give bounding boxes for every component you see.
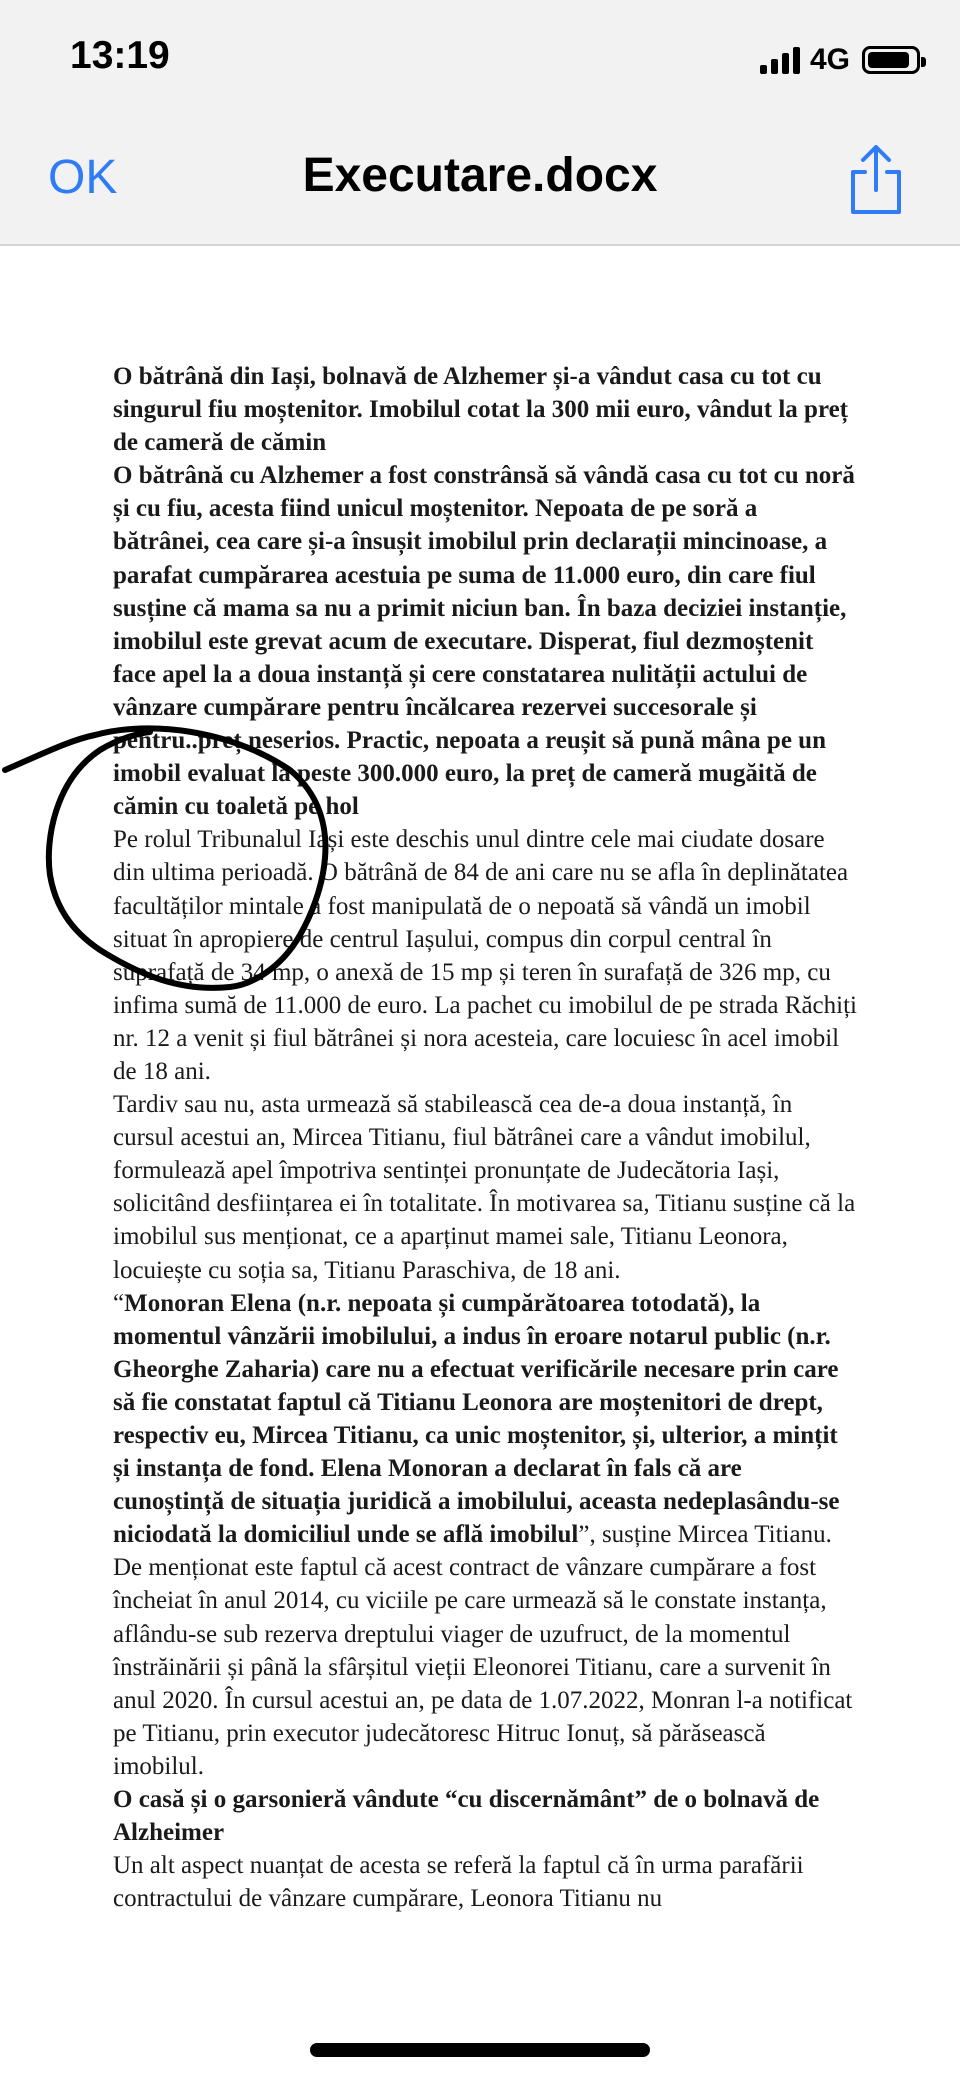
home-indicator[interactable] (310, 2043, 650, 2057)
status-time: 13:19 (70, 34, 170, 77)
navigation-bar (0, 120, 960, 246)
status-indicators (760, 42, 920, 78)
quote-open: “ (113, 1289, 125, 1317)
paragraph-2: O bătrână cu Alzhemer a fost constrânsă să vândă casa cu tot cu noră și cu fiu, acesta fiind unicul moștenitor. Nepoata de pe soră a bătrânei, cea care și-a însușit imobilul prin declarații mincinoase, a parafat cumpărarea acestuia pe suma de 11.000 euro, din care fiul susține că mama sa nu a primit niciun ban. În baza deciziei instanție, imobilul este grevat acum de executare. Disperat, fiul dezmoștenit face apel la a doua instanță și cere constatarea nulității actului de vânzare cumpărare pentru încălcarea rezervei succesorale și pentru..preț neserios. Practic, nepoata a reușit să pună mâna pe un imobil evaluat la peste 300.000 euro, la preț de cameră mugăită de cămin cu toaletă pe hol (113, 462, 855, 821)
battery-cap (921, 57, 926, 67)
paragraph-1: O bătrână din Iași, bolnavă de Alzhemer și-a vândut casa cu tot cu singurul fiu moștenitor. Imobilul cotat la 300 mii euro, vândut la preț de cameră de cămin (113, 363, 849, 457)
battery-icon (862, 46, 920, 74)
battery-fill (868, 52, 909, 68)
network-type: 4G (809, 43, 850, 76)
quote-tail: ”, susține Mircea Titianu. (578, 1521, 832, 1549)
quote-paragraph (113, 1287, 858, 1552)
quote-bold-text: Monoran Elena (n.r. nepoata și cumpărătoarea totodată), la momentul vânzării imobilului, a indus în eroare notarul public (n.r. Gheorghe Zaharia) care nu a efectuat verificările necesare prin care să fie constatat faptul că Titianu Leonora are moștenitori de drept, respectiv eu, Mircea Titianu, ca unic moștenitor, și, ulterior, a mințit și instanța de fond. Elena Monoran a declarat în fals că are cunoștință de situația juridică a imobilului, aceasta nedeplasându-se niciodată la domiciliul unde se află imobilul (113, 1289, 840, 1549)
ok-button[interactable]: OK (48, 151, 118, 204)
paragraph-3: Pe rolul Tribunalul Iași este deschis unul dintre cele mai ciudate dosare din ultima perioadă. O bătrână de 84 de ani care nu se afla în deplinătatea facultăților mintale a fost manipulată de o nepoată să vândă un imobil situat în apropiere de centrul Iașului, compus din corpul central în suprafață de 34 mp, o anexă de 15 mp și teren în surafață de 326 mp, cu infima sumă de 11.000 de euro. La pachet cu imobilul de pe strada Răchiți nr. 12 a venit și fiul bătrânei și nora acesteia, care locuiesc în acel imobil de 18 ani. (113, 826, 857, 1085)
share-icon[interactable] (845, 142, 907, 218)
subheading: O casă și o garsonieră vândute “cu discernământ” de o bolnavă de Alzheimer (113, 1786, 820, 1847)
signal-icon (760, 46, 800, 74)
paragraph-6: Un alt aspect nuanțat de acesta se referă la faptul că în urma parafării contractului de vânzare cumpărare, Leonora Titianu nu (113, 1852, 804, 1913)
paragraph-4: Tardiv sau nu, asta urmează să stabilească cea de-a doua instanță, în cursul acestui an, Mircea Titianu, fiul bătrânei care a vândut imobilul, formulează apel împotriva sentinței pronunțate de Judecătoria Iași, solicitând desființarea ei în totalitate. În motivarea sa, Titianu susține că la imobilul sus menționat, ce a aparținut mamei sale, Titianu Leonora, locuiește cu soția sa, Titianu Paraschiva, de 18 ani. (113, 1091, 856, 1284)
status-bar (0, 0, 960, 120)
document-body (113, 360, 858, 1915)
paragraph-5: De menționat este faptul că acest contract de vânzare cumpărare a fost încheiat în anul 2014, cu viciile pe care urmează să le constate instanța, aflându-se sub rezerva dreptului viager de uzufruct, de la momentul înstrăinării și până la sfârșitul vieții Eleonorei Titianu, care a survenit în anul 2020. În cursul acestui an, pe data de 1.07.2022, Monran l-a notificat pe Titianu, prin executor judecătoresc Hitruc Ionuț, să părăsească imobilul. (113, 1554, 853, 1780)
document-title: Executare.docx (302, 149, 658, 202)
